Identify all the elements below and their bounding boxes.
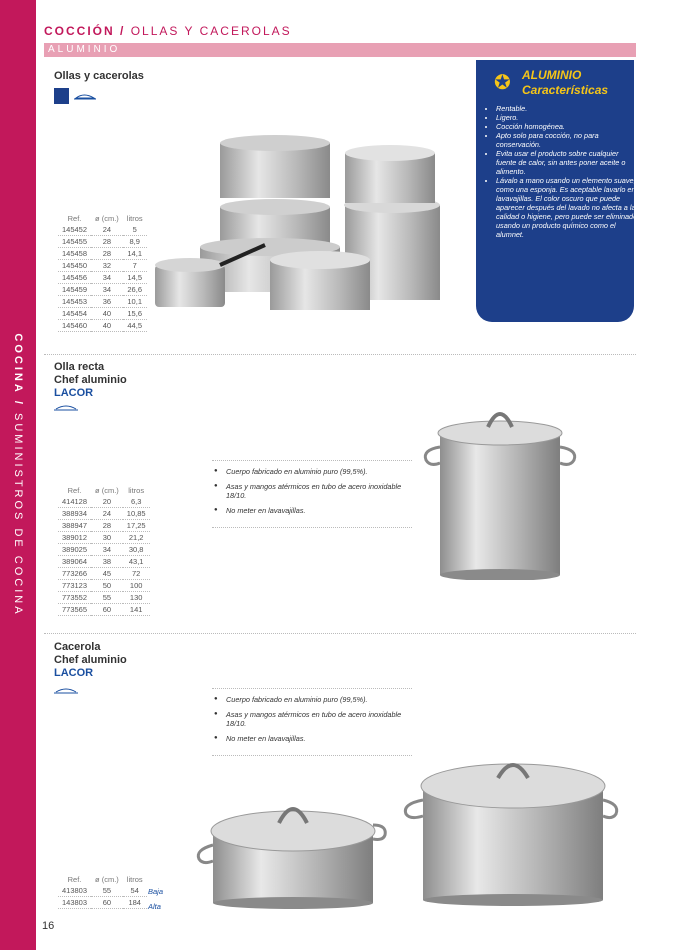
table-row: 145456 34 14,5 — [58, 272, 147, 284]
section3-brand: LACOR — [54, 667, 94, 679]
col-ref: Ref. — [67, 214, 82, 223]
table-row: 773552 55 130 — [58, 592, 150, 604]
lid-icon — [54, 686, 78, 694]
section3-title-line2: Chef aluminio — [54, 654, 127, 666]
aluminio-info-box — [476, 60, 638, 322]
high-casserole-image — [398, 758, 623, 906]
section1-brand-icons — [54, 88, 98, 104]
page-header — [44, 24, 292, 38]
stock-pot-image — [420, 405, 580, 580]
bullet-item: ● Asas y mangos atérmicos en tubo de acero inoxidable 18/10. — [212, 710, 412, 728]
list-item: • Lávalo a mano usando un elemento suave, como una esponja. Es aceptable lavarlo en lavavajillas. El color oscuro que puede aparecer después del lavado no afecta a la calidad o higiene, pero puede ser eliminado usando un producto químico como el alumnet. — [496, 176, 638, 239]
section3-bullets — [212, 688, 412, 756]
section3-title-line1: Cacerola — [54, 641, 101, 653]
table-row: 389064 38 43,1 — [58, 556, 150, 568]
label-baja: Baja — [148, 887, 164, 896]
infobox-title: ALUMINIO — [522, 68, 582, 82]
sidebar-rest: SUMINISTROS DE COCINA — [12, 413, 24, 617]
table-row: 145453 36 10,1 — [58, 296, 147, 308]
list-item: • Cocción homogénea. — [496, 122, 638, 131]
table-row: 413803 55 54 — [58, 885, 147, 897]
list-item: • Apto solo para cocción, no para conservación. — [496, 131, 638, 149]
bullet-item: ● No meter en lavavajillas. — [212, 506, 412, 515]
wide-pot-shape — [220, 143, 330, 198]
table-row: 145452 24 5 — [58, 224, 147, 236]
list-item: • Evita usar el producto sobre cualquier fuente de calor, sin antes poner aceite o alimento. — [496, 149, 638, 176]
table-row: 388947 28 17,25 — [58, 520, 150, 532]
section2-bullets — [212, 460, 412, 528]
label-alta: Alta — [148, 902, 161, 911]
col-liters: litros — [126, 875, 143, 884]
header-slash: / — [120, 24, 126, 38]
table-row: 389012 30 21,2 — [58, 532, 150, 544]
table-row: 773266 45 72 — [58, 568, 150, 580]
section2-brand: LACOR — [54, 387, 94, 399]
table-row: 145450 32 7 — [58, 260, 147, 272]
section2-title-line1: Olla recta — [54, 361, 105, 373]
table-row: 388934 24 10,85 — [58, 508, 150, 520]
header-bold: COCCIÓN — [44, 24, 115, 38]
col-liters: litros — [126, 214, 143, 223]
table-row: 145460 40 44,5 — [58, 320, 147, 332]
star-badge-icon: ✪ — [494, 72, 511, 94]
col-liters: litros — [128, 486, 145, 495]
col-diameter: ø (cm.) — [95, 875, 119, 884]
divider — [44, 633, 636, 634]
divider — [44, 354, 636, 355]
section3-title — [54, 641, 127, 680]
sidebar-slash: / — [12, 400, 24, 407]
pots-group-image — [150, 135, 465, 315]
infobox-subtitle: Características — [522, 83, 609, 97]
material-band — [44, 43, 636, 57]
sidebar — [0, 0, 36, 950]
section2-table — [58, 485, 150, 616]
section2-title — [54, 361, 127, 400]
col-diameter: ø (cm.) — [95, 214, 119, 223]
bullet-item: ● No meter en lavavajillas. — [212, 734, 412, 743]
section1-title: Ollas y cacerolas — [54, 70, 144, 82]
bullet-item: ● Cuerpo fabricado en aluminio puro (99,5%). — [212, 695, 412, 704]
list-item: • Rentable. — [496, 104, 638, 113]
col-ref: Ref. — [67, 875, 82, 884]
table-row: 143803 60 184 — [58, 897, 147, 909]
sidebar-bold: COCINA — [12, 333, 24, 395]
section1-table — [58, 213, 147, 332]
infobox-list — [484, 104, 638, 239]
table-row: 145454 40 15,6 — [58, 308, 147, 320]
table-row: 773565 60 141 — [58, 604, 150, 616]
page-number: 16 — [42, 920, 55, 932]
list-item: • Ligero. — [496, 113, 638, 122]
table-row: 414128 20 6,3 — [58, 496, 150, 508]
lid-icon — [76, 95, 94, 98]
section2-title-line2: Chef aluminio — [54, 374, 127, 386]
table-row: 145458 28 14,1 — [58, 248, 147, 260]
band-label: ALUMINIO — [48, 44, 121, 55]
bullet-item: ● Cuerpo fabricado en aluminio puro (99,5%). — [212, 467, 412, 476]
table-row: 145459 34 26,6 — [58, 284, 147, 296]
lid-icon — [54, 403, 78, 411]
col-diameter: ø (cm.) — [95, 486, 119, 495]
table-row: 773123 50 100 — [58, 580, 150, 592]
col-ref: Ref. — [67, 486, 82, 495]
low-casserole-image — [195, 795, 390, 910]
brand-logo-icon — [54, 88, 69, 104]
table-row: 145455 28 8,9 — [58, 236, 147, 248]
bullet-item: ● Asas y mangos atérmicos en tubo de acero inoxidable 18/10. — [212, 482, 412, 500]
sidebar-text — [12, 333, 24, 616]
section3-table — [58, 874, 147, 909]
header-rest: OLLAS Y CACEROLAS — [130, 24, 292, 38]
table-row: 389025 34 30,8 — [58, 544, 150, 556]
